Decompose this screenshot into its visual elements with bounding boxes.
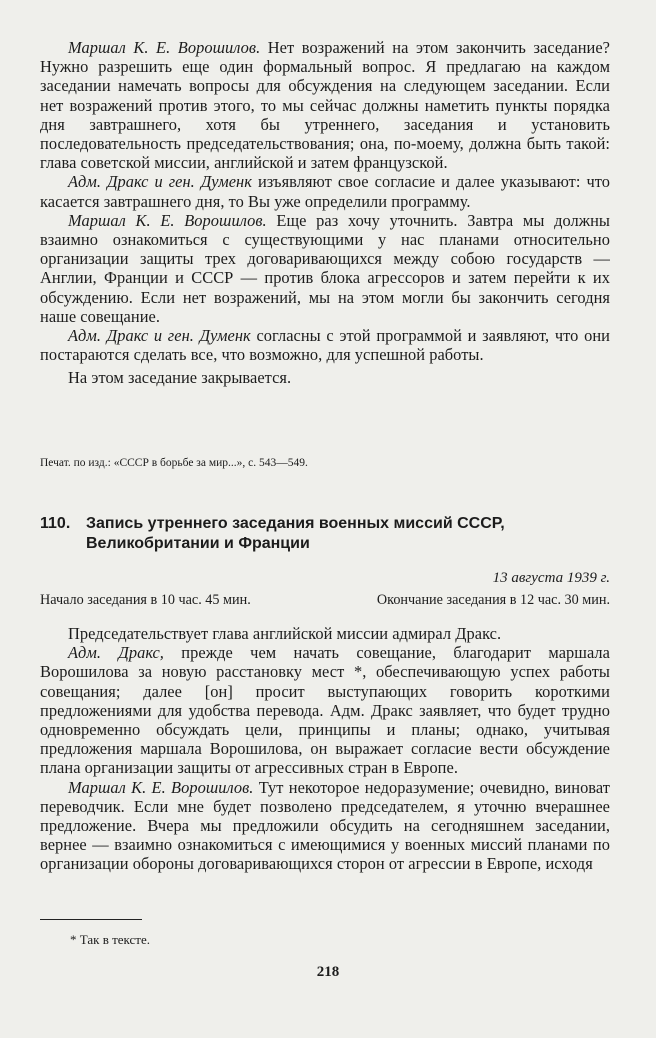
paragraph-text: прежде чем начать совещание, благодарит маршала Ворошилова за новую расстановку мест *, обеспечивающую успех работы совещания; далее [он] просит выступающих говорить короткими предложениями для удобства перевода. Адм. Дракс заявляет, что будет трудно одновременно обсуждать цели, принципы и планы; однако, учитывая предложения маршала Ворошилова, он выражает согласие вести обсуждение плана организации защиты от агрессивных стран в Европе.: [40, 643, 610, 778]
footnote: * Так в тексте.: [70, 932, 151, 947]
paragraph: [40, 38, 610, 172]
paragraph: [40, 368, 610, 387]
speaker: Адм. Дракс,: [68, 643, 164, 663]
paragraph-text: Тут некоторое недоразумение; очевидно, виноват переводчик. Если мне будет позволено председателем, я уточню вчерашнее предложение. Вчера мы предложили обсудить на сегодняшнем заседании, вернее — взаимно ознакомиться с имеющимися у военных миссий планами по организации обороны договаривающихся сторон от агрессии в Европе, исходя: [40, 777, 610, 874]
paragraph: [40, 326, 610, 364]
footnote-divider: [40, 919, 142, 920]
paragraph: [40, 624, 610, 643]
speaker: Маршал К. Е. Ворошилов.: [68, 38, 261, 57]
paragraph-text: Нет возражений на этом закончить заседание? Нужно разрешить еще один формальный вопрос. Я предлагаю на каждом заседании намечать вопросы для обсуждения на следующем заседании. Если нет возражений против этого, то мы сейчас должны наметить пункты порядка дня завтрашнего, хотя бы утреннего, заседания и установить последовательность председательствования; она, по-моему, должна быть такой: глава советской миссии, английской и затем французской.: [40, 38, 610, 173]
end-time: Окончание заседания в 12 час. 30 мин.: [376, 592, 610, 608]
paragraph: [40, 778, 610, 874]
speaker: Адм. Дракс и ген. Думенк: [68, 326, 251, 346]
meeting-times: [40, 592, 610, 609]
paragraph: [40, 172, 610, 210]
document-heading: [40, 514, 610, 554]
document-number: 110.: [40, 515, 71, 532]
speaker: Адм. Дракс и ген. Думенк: [68, 172, 252, 192]
document-date: 13 августа 1939 г.: [492, 570, 610, 586]
paragraph-text: согласны с этой программой и заявляют, что они постараются сделать все, что возможно, для успешной работы.: [40, 326, 610, 365]
source-note: Печат. по изд.: «СССР в борьбе за мир...», с. 543—549.: [40, 457, 308, 469]
bottom-text-block: [40, 624, 610, 874]
paragraph-text: изъявляют свое согласие и далее указывают: что касается завтрашнего дня, то Вы уже определили программу.: [40, 172, 611, 211]
heading-line-1: Запись утреннего заседания военных миссий СССР,: [86, 515, 505, 532]
top-text-block: [40, 38, 610, 388]
paragraph-text: На этом заседание закрывается.: [68, 368, 292, 388]
paragraph-text: Председательствует глава английской миссии адмирал Дракс.: [68, 624, 502, 643]
speaker: Маршал К. Е. Ворошилов.: [68, 777, 254, 797]
page-number: 218: [316, 964, 340, 980]
paragraph-text: Еще раз хочу уточнить. Завтра мы должны взаимно ознакомиться с существующими у нас планами относительно организации защиты трех договаривающихся между собою государств — Англии, Франции и СССР — против блока агрессоров и затем перейти к их обсуждению. Если нет возражений, мы на этом могли бы закончить сегодня наше совещание.: [40, 210, 610, 326]
paragraph: [40, 643, 610, 777]
heading-line-2: Великобритании и Франции: [86, 535, 310, 552]
paragraph: [40, 211, 610, 326]
start-time: Начало заседания в 10 час. 45 мин.: [40, 592, 251, 608]
speaker: Маршал К. Е. Ворошилов.: [68, 210, 267, 230]
